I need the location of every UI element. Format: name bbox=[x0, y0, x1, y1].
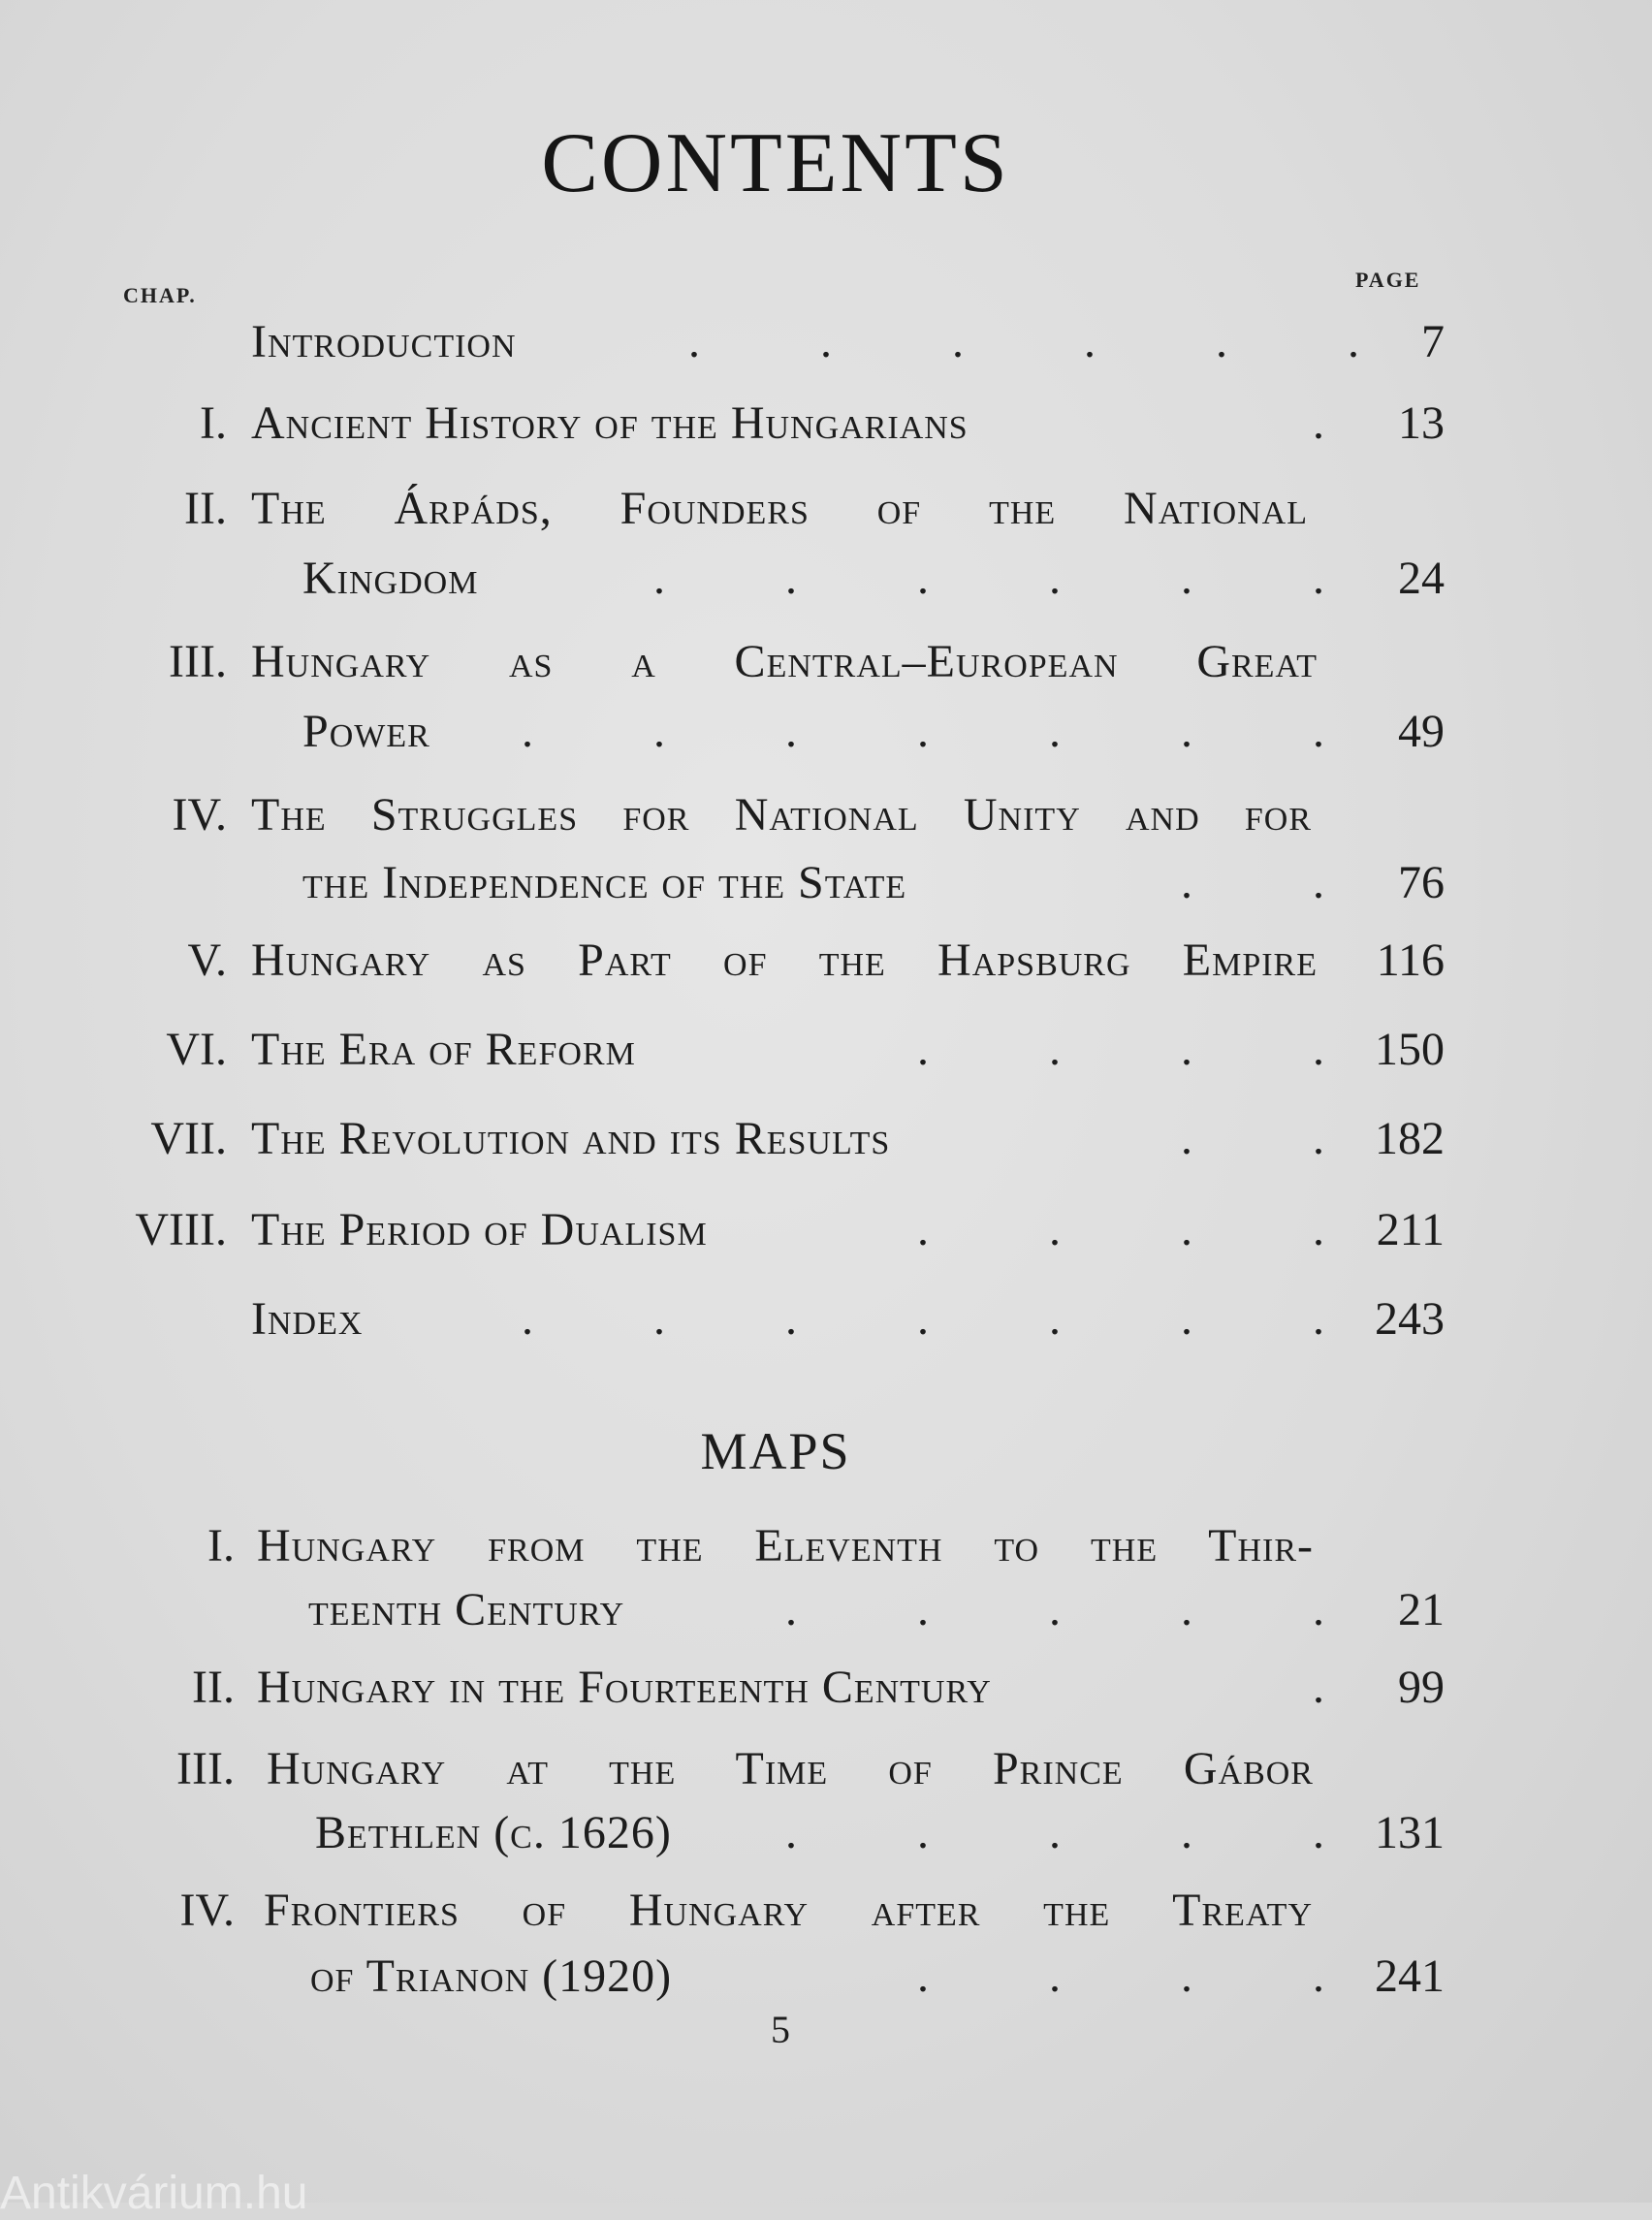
chapter-title: Hungary as a Central–European Great bbox=[251, 636, 1318, 687]
map-number: III. bbox=[176, 1743, 235, 1794]
map-entry-3-continued bbox=[0, 1799, 1652, 1867]
leader-dots: . . . . . bbox=[785, 1807, 1324, 1858]
map-title: Hungary from the Eleventh to the Thir- bbox=[257, 1520, 1314, 1571]
chapter-title: Ancient History of the Hungarians bbox=[251, 397, 969, 449]
map-entry-4-continued bbox=[0, 1943, 1652, 2011]
toc-entry-introduction bbox=[0, 308, 1652, 376]
page-number: 182 bbox=[1375, 1113, 1445, 1164]
map-entry-2 bbox=[0, 1654, 1652, 1722]
page-number: 49 bbox=[1398, 706, 1445, 757]
toc-entry-chapter-4-continued bbox=[0, 849, 1652, 917]
leader-dots: . . bbox=[1181, 857, 1324, 908]
map-number: IV. bbox=[179, 1885, 235, 1936]
map-number: II. bbox=[192, 1662, 235, 1713]
map-title-continued: Bethlen (c. 1626) bbox=[315, 1807, 672, 1858]
chapter-title: Index bbox=[251, 1293, 364, 1345]
toc-entry-chapter-3-continued bbox=[0, 698, 1652, 766]
leader-dots: . . . . . bbox=[785, 1584, 1324, 1635]
page-column-header: PAGE bbox=[1355, 268, 1421, 292]
chapter-number: V. bbox=[187, 935, 227, 986]
page-title: CONTENTS bbox=[541, 116, 1010, 210]
chapter-title: Hungary as Part of the Hapsburg Empire bbox=[251, 935, 1318, 986]
chapter-title: The Era of Reform bbox=[251, 1024, 636, 1075]
map-title-continued: of Trianon (1920) bbox=[310, 1950, 673, 2002]
toc-entry-chapter-4 bbox=[0, 781, 1652, 849]
page-number: 24 bbox=[1398, 553, 1445, 604]
toc-entry-chapter-3 bbox=[0, 628, 1652, 696]
map-title: Frontiers of Hungary after the Treaty bbox=[264, 1885, 1313, 1936]
map-title-continued: teenth Century bbox=[308, 1584, 625, 1635]
leader-dots: . . . . . . . bbox=[522, 1293, 1324, 1345]
chapter-number: VII. bbox=[150, 1113, 227, 1164]
page-number: 13 bbox=[1398, 397, 1445, 449]
toc-entry-index bbox=[0, 1285, 1652, 1353]
map-title: Hungary in the Fourteenth Century bbox=[257, 1662, 992, 1713]
chap-column-header: CHAP. bbox=[123, 283, 197, 307]
folio-page-number: 5 bbox=[771, 2008, 790, 2051]
chapter-title-continued: Kingdom bbox=[302, 553, 479, 604]
leader-dots: . . . . bbox=[917, 1024, 1324, 1075]
toc-entry-chapter-6 bbox=[0, 1016, 1652, 1084]
chapter-title-continued: the Independence of the State bbox=[302, 857, 907, 908]
chapter-number: VI. bbox=[166, 1024, 227, 1075]
page-number: 243 bbox=[1375, 1293, 1445, 1345]
page-number: 7 bbox=[1421, 316, 1445, 367]
toc-entry-chapter-2 bbox=[0, 475, 1652, 543]
chapter-title: The Revolution and its Results bbox=[251, 1113, 891, 1164]
map-number: I. bbox=[207, 1520, 235, 1571]
toc-entry-chapter-8 bbox=[0, 1196, 1652, 1264]
watermark: Antikvárium.hu bbox=[0, 2168, 308, 2219]
map-title: Hungary at the Time of Prince Gábor bbox=[267, 1743, 1314, 1794]
page-number: 21 bbox=[1398, 1584, 1445, 1635]
leader-dots: . . . . bbox=[917, 1950, 1324, 2002]
toc-entry-chapter-2-continued bbox=[0, 545, 1652, 613]
chapter-number: I. bbox=[200, 397, 227, 449]
page-number: 150 bbox=[1375, 1024, 1445, 1075]
chapter-title: The Struggles for National Unity and for bbox=[251, 789, 1312, 840]
leader-dots: . . . . bbox=[917, 1204, 1324, 1255]
toc-entry-chapter-5 bbox=[0, 927, 1652, 995]
page-number: 131 bbox=[1375, 1807, 1445, 1858]
chapter-title: The Period of Dualism bbox=[251, 1204, 708, 1255]
leader-dots: . . . . . . . bbox=[522, 706, 1324, 757]
toc-entry-chapter-7 bbox=[0, 1105, 1652, 1173]
chapter-number: IV. bbox=[172, 789, 227, 840]
leader-dots: . . . . . . bbox=[688, 316, 1359, 367]
page-number: 76 bbox=[1398, 857, 1445, 908]
leader-dots: . . bbox=[1181, 1113, 1324, 1164]
leader-dots: . bbox=[1313, 1662, 1324, 1713]
page-number: 116 bbox=[1376, 935, 1445, 986]
toc-entry-chapter-1 bbox=[0, 390, 1652, 458]
leader-dots: . bbox=[1313, 397, 1324, 449]
map-entry-1 bbox=[0, 1512, 1652, 1580]
maps-heading: MAPS bbox=[700, 1422, 851, 1480]
page-number: 241 bbox=[1375, 1950, 1445, 2002]
page-number: 211 bbox=[1376, 1204, 1445, 1255]
chapter-number: VIII. bbox=[135, 1204, 227, 1255]
chapter-title-continued: Power bbox=[302, 706, 430, 757]
map-entry-4 bbox=[0, 1877, 1652, 1945]
chapter-number: II. bbox=[184, 483, 227, 534]
chapter-title: The Árpáds, Founders of the National bbox=[251, 483, 1308, 534]
chapter-number: III. bbox=[169, 636, 227, 687]
map-entry-1-continued bbox=[0, 1576, 1652, 1644]
page-number: 99 bbox=[1398, 1662, 1445, 1713]
chapter-title: Introduction bbox=[251, 316, 517, 367]
leader-dots: . . . . . . bbox=[653, 553, 1324, 604]
map-entry-3 bbox=[0, 1735, 1652, 1803]
